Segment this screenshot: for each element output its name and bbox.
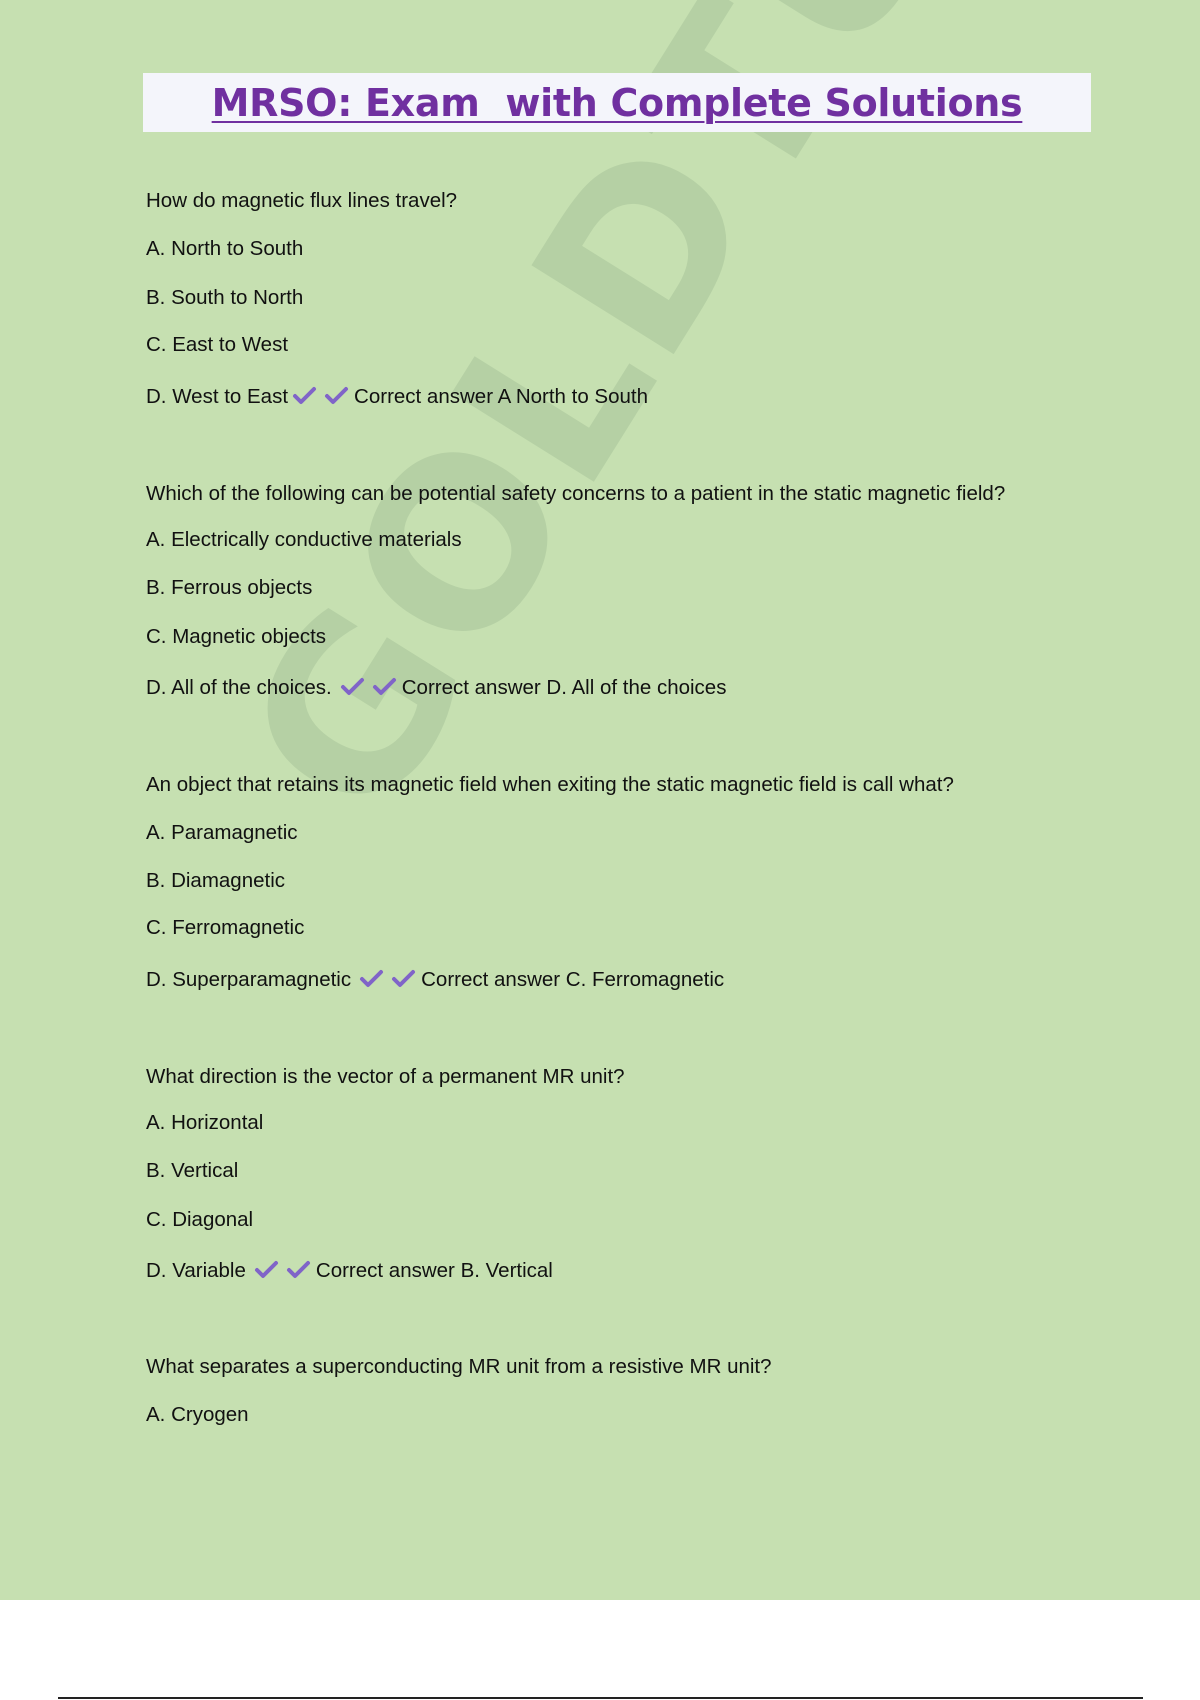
- question-1-option-b: B. South to North: [146, 286, 304, 309]
- question-2-option-c: C. Magnetic objects: [146, 625, 327, 648]
- question-4-text: What direction is the vector of a permanent MR unit?: [146, 1065, 625, 1088]
- checkmark-icon: [359, 969, 387, 989]
- question-1-option-c: C. East to West: [146, 333, 289, 356]
- checkmark-icon: [254, 1260, 282, 1280]
- question-1-text: How do magnetic flux lines travel?: [146, 189, 458, 212]
- question-4-option-a: A. Horizontal: [146, 1111, 264, 1134]
- question-2-option-b: B. Ferrous objects: [146, 576, 313, 599]
- question-1-option-d-row: [146, 386, 648, 408]
- question-4-option-d: D. Variable: [146, 1259, 246, 1282]
- question-1-option-a: A. North to South: [146, 237, 304, 260]
- question-3-answer: Correct answer C. Ferromagnetic: [421, 968, 725, 991]
- question-4-option-d-row: [146, 1260, 553, 1282]
- question-2-option-d: D. All of the choices.: [146, 676, 332, 699]
- question-4-option-b: B. Vertical: [146, 1159, 239, 1182]
- question-1-option-d: D. West to East: [146, 385, 289, 408]
- checkmark-icon: [340, 677, 368, 697]
- checkmark-icon: [286, 1260, 314, 1280]
- question-3-option-d-row: [146, 969, 724, 991]
- question-5-text: What separates a superconducting MR unit from a resistive MR unit?: [146, 1355, 772, 1378]
- question-1-answer: Correct answer A North to South: [354, 385, 649, 408]
- question-3-text: An object that retains its magnetic field when exiting the static magnetic field is call what?: [146, 773, 954, 796]
- question-4-option-c: C. Diagonal: [146, 1208, 254, 1231]
- title-banner: [143, 73, 1091, 132]
- checkmark-icon: [292, 386, 320, 406]
- question-2-option-a: A. Electrically conductive materials: [146, 528, 462, 551]
- checkmark-icon: [372, 677, 400, 697]
- question-2-option-d-row: [146, 677, 726, 699]
- checkmark-icon: [391, 969, 419, 989]
- question-2-answer: Correct answer D. All of the choices: [401, 676, 727, 699]
- question-3-option-b: B. Diamagnetic: [146, 869, 286, 892]
- footer-divider: [58, 1697, 1143, 1699]
- page-title: MRSO: Exam with Complete Solutions: [211, 80, 1023, 125]
- checkmark-icon: [324, 386, 352, 406]
- question-2-text: Which of the following can be potential safety concerns to a patient in the static magnetic field?: [146, 482, 1006, 505]
- question-3-option-d: D. Superparamagnetic: [146, 968, 352, 991]
- question-5-option-a: A. Cryogen: [146, 1403, 249, 1426]
- question-3-option-a: A. Paramagnetic: [146, 821, 298, 844]
- question-4-answer: Correct answer B. Vertical: [315, 1259, 553, 1282]
- question-3-option-c: C. Ferromagnetic: [146, 916, 305, 939]
